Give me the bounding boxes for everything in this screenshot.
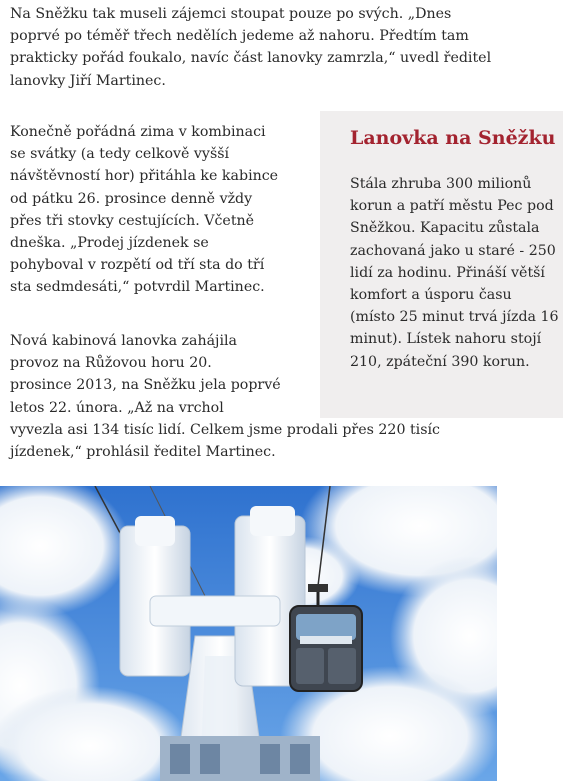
- text-line: lidí za hodinu. Přináší větší: [350, 264, 545, 281]
- text-line: sta sedmdesáti,“ potvrdil Martinec.: [10, 279, 265, 296]
- text-line: poprvé po téměř třech nedělích jedeme až nahoru. Předtím tam: [10, 28, 469, 45]
- text-line: přes tři stovky cestujících. Včetně: [10, 212, 255, 229]
- text-line: Na Sněžku tak museli zájemci stoupat pouze po svých. „Dnes: [10, 6, 452, 22]
- text-line: Konečně pořádná zima v kombinaci: [10, 124, 266, 140]
- text-line: (místo 25 minut trvá jízda 16: [350, 309, 559, 326]
- text-line: letos 22. února. „Až na vrchol: [10, 399, 224, 416]
- text-line: komfort a úsporu času: [350, 287, 512, 304]
- article-paragraph-2: [10, 121, 310, 299]
- text-line: provoz na Růžovou horu 20.: [10, 355, 212, 372]
- sidebox-title: Lanovka na Sněžku: [350, 127, 556, 149]
- text-line: prakticky pořád foukalo, navíc část lanovky zamrzla,“ uvedl ředitel: [10, 50, 492, 67]
- text-line: minut). Lístek nahoru stojí: [350, 331, 542, 348]
- text-line: Stála zhruba 300 milionů: [350, 176, 532, 192]
- cable-car-photo-illustration: [0, 486, 497, 781]
- text-line: se svátky (a tedy celkově vyšší: [10, 146, 230, 163]
- text-line: Sněžkou. Kapacitu zůstala: [350, 220, 540, 237]
- text-line: jízdenek,“ prohlásil ředitel Martinec.: [10, 444, 276, 461]
- text-line: dneška. „Prodej jízdenek se: [10, 235, 209, 252]
- article-paragraph-3: [10, 330, 450, 463]
- text-line: pohyboval v rozpětí od tří sta do tří: [10, 257, 265, 274]
- text-line: korun a patří městu Pec pod: [350, 198, 554, 215]
- text-line: od pátku 26. prosince denně vždy: [10, 190, 253, 207]
- text-line: zachovaná jako u staré - 250: [350, 242, 556, 259]
- text-line: vyvezla asi 134 tisíc lidí. Celkem jsme prodali přes 220 tisíc: [10, 421, 440, 438]
- text-line: návštěvností hor) přitáhla ke kabince: [10, 168, 279, 185]
- text-line: 210, zpáteční 390 korun.: [350, 353, 530, 370]
- article-photo: [0, 486, 497, 781]
- article-paragraph-1: [10, 3, 530, 92]
- text-line: Nová kabinová lanovka zahájila: [10, 333, 237, 349]
- text-line: prosince 2013, na Sněžku jela poprvé: [10, 377, 281, 394]
- text-line: lanovky Jiří Martinec.: [10, 72, 166, 89]
